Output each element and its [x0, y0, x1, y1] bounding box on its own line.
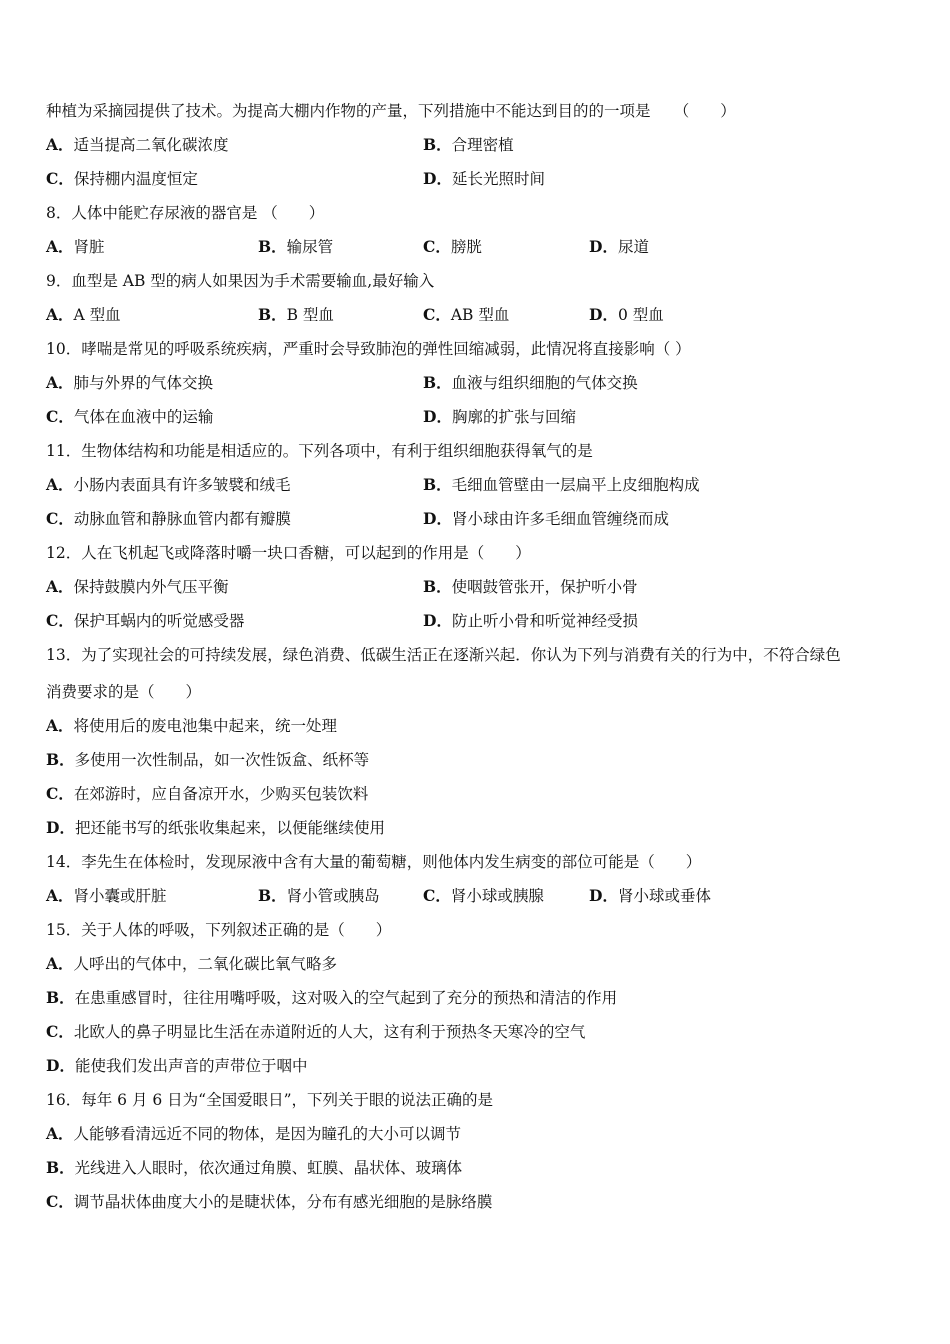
option-label: A． — [46, 1124, 74, 1143]
q7-options-row2 — [46, 169, 926, 189]
option-text: 保持棚内温度恒定 — [73, 170, 198, 188]
option-text: 肺与外界的气体交换 — [73, 374, 214, 392]
option-label: A． — [46, 954, 74, 973]
q8-option-c[interactable] — [423, 237, 482, 257]
option-label: B． — [423, 135, 452, 154]
q15-option-b[interactable] — [46, 988, 926, 1008]
option-label: D． — [423, 169, 452, 188]
q9-stem: 9．血型是 AB 型的病人如果因为手术需要输血,最好输入 — [46, 272, 435, 290]
option-label: A． — [46, 373, 74, 392]
option-text: 防止听小骨和听觉神经受损 — [451, 612, 638, 630]
option-text: 血液与组织细胞的气体交换 — [451, 374, 638, 392]
q13-option-a[interactable] — [46, 716, 926, 736]
q12-options-row1 — [46, 577, 926, 597]
q16-option-b[interactable] — [46, 1158, 926, 1178]
option-label: B． — [258, 886, 287, 905]
option-text: AB 型血 — [450, 306, 510, 324]
option-text: 使咽鼓管张开，保护听小骨 — [451, 578, 638, 596]
option-label: A． — [46, 716, 74, 735]
q12-options-row2 — [46, 611, 926, 631]
option-label: C． — [46, 1022, 74, 1041]
q14-options-row — [46, 886, 926, 906]
option-text: 人能够看清远近不同的物体，是因为瞳孔的大小可以调节 — [73, 1125, 462, 1143]
option-text: 保持鼓膜内外气压平衡 — [73, 578, 229, 596]
option-label: B． — [423, 373, 452, 392]
q7-option-c[interactable] — [46, 170, 198, 188]
q10-stem: 10．哮喘是常见的呼吸系统疾病，严重时会导致肺泡的弹性回缩减弱，此情况将直接影响（ ） — [46, 340, 691, 358]
option-label: D． — [589, 305, 618, 324]
option-label: B． — [258, 237, 287, 256]
q14-option-b[interactable] — [258, 886, 380, 906]
q12-option-a[interactable] — [46, 578, 229, 596]
q8-stem: 8．人体中能贮存尿液的器官是 （ ） — [46, 204, 325, 222]
option-label: A． — [46, 475, 74, 494]
q12-stem: 12．人在飞机起飞或降落时嚼一块口香糖，可以起到的作用是（ ） — [46, 544, 531, 562]
q11-stem: 11．生物体结构和功能是相适应的。下列各项中，有利于组织细胞获得氧气的是 — [46, 442, 593, 460]
q10-option-b[interactable] — [423, 373, 638, 393]
option-label: D． — [423, 509, 452, 528]
option-text: 肾小管或胰岛 — [286, 887, 380, 905]
q16-option-a[interactable] — [46, 1124, 926, 1144]
q7-option-a[interactable] — [46, 136, 229, 154]
option-text: 光线进入人眼时，依次通过角膜、虹膜、晶状体、玻璃体 — [74, 1159, 463, 1177]
option-label: A． — [46, 305, 74, 324]
q13-stem-line1: 13．为了实现社会的可持续发展，绿色消费、低碳生活正在逐渐兴起．你认为下列与消费有关的行为中，不符合绿色 — [46, 646, 841, 664]
q8-options-row — [46, 237, 926, 257]
option-label: D． — [589, 886, 618, 905]
q16-option-c[interactable] — [46, 1192, 926, 1212]
q11-options-row1 — [46, 475, 926, 495]
option-text: 调节晶状体曲度大小的是睫状体，分布有感光细胞的是脉络膜 — [73, 1193, 493, 1211]
option-text: 多使用一次性制品，如一次性饭盒、纸杯等 — [74, 751, 370, 769]
option-text: 能使我们发出声音的声带位于咽中 — [74, 1057, 308, 1075]
q13-stem-line2: 消费要求的是（ ） — [46, 683, 202, 701]
option-text: 将使用后的废电池集中起来，统一处理 — [73, 717, 338, 735]
option-text: 胸廓的扩张与回缩 — [451, 408, 576, 426]
option-text: A 型血 — [73, 306, 121, 324]
option-text: 北欧人的鼻子明显比生活在赤道附近的人大，这有利于预热冬天寒冷的空气 — [73, 1023, 586, 1041]
option-text: 合理密植 — [451, 136, 514, 154]
q9-option-c[interactable] — [423, 305, 509, 325]
option-text: 延长光照时间 — [451, 170, 545, 188]
q15-option-a[interactable] — [46, 954, 926, 974]
option-text: 在郊游时，应自备凉开水，少购买包装饮料 — [73, 785, 369, 803]
option-label: B． — [46, 1158, 75, 1177]
q10-options-row1 — [46, 373, 926, 393]
option-text: 膀胱 — [450, 238, 482, 256]
option-text: 保护耳蜗内的听觉感受器 — [73, 612, 245, 630]
option-label: D． — [423, 407, 452, 426]
option-text: 毛细血管壁由一层扁平上皮细胞构成 — [451, 476, 700, 494]
q7-option-d[interactable] — [423, 169, 545, 189]
q8-option-a[interactable] — [46, 238, 105, 256]
option-label: A． — [46, 886, 74, 905]
q14-stem: 14．李先生在体检时，发现尿液中含有大量的葡萄糖，则他体内发生病变的部位可能是（ ） — [46, 853, 702, 871]
option-label: C． — [423, 237, 451, 256]
option-text: 肾小球或垂体 — [617, 887, 711, 905]
option-text: 0 型血 — [617, 306, 664, 324]
q9-options-row — [46, 305, 926, 325]
option-label: B． — [258, 305, 287, 324]
q15-option-d[interactable] — [46, 1056, 926, 1076]
option-label: A． — [46, 237, 74, 256]
q12-option-b[interactable] — [423, 577, 638, 597]
q11-option-d[interactable] — [423, 509, 669, 529]
option-label: B． — [46, 988, 75, 1007]
option-text: 气体在血液中的运输 — [73, 408, 214, 426]
q13-option-d[interactable] — [46, 818, 926, 838]
q9-option-b[interactable] — [258, 305, 334, 325]
option-text: 动脉血管和静脉血管内都有瓣膜 — [73, 510, 291, 528]
q11-options-row2 — [46, 509, 926, 529]
option-label: C． — [46, 611, 74, 630]
option-label: A． — [46, 135, 74, 154]
option-label: C． — [423, 305, 451, 324]
q12-option-d[interactable] — [423, 611, 638, 631]
option-text: 尿道 — [617, 238, 649, 256]
q11-option-b[interactable] — [423, 475, 700, 495]
q7-options-row1 — [46, 135, 926, 155]
option-label: C． — [46, 407, 74, 426]
q9-option-d[interactable] — [589, 305, 664, 325]
option-label: C． — [46, 169, 74, 188]
option-label: C． — [46, 1192, 74, 1211]
q15-option-c[interactable] — [46, 1022, 926, 1042]
option-label: D． — [423, 611, 452, 630]
option-label: D． — [46, 1056, 75, 1075]
option-label: B． — [46, 750, 75, 769]
q10-options-row2 — [46, 407, 926, 427]
option-text: 人呼出的气体中，二氧化碳比氧气略多 — [73, 955, 338, 973]
q8-option-b[interactable] — [258, 237, 333, 257]
q13-option-c[interactable] — [46, 784, 926, 804]
option-text: 小肠内表面具有许多皱襞和绒毛 — [73, 476, 291, 494]
option-label: C． — [46, 784, 74, 803]
q10-option-a[interactable] — [46, 374, 213, 392]
option-text: 适当提高二氧化碳浓度 — [73, 136, 229, 154]
option-text: 肾小囊或肝脏 — [73, 887, 167, 905]
option-text: 肾小球由许多毛细血管缠绕而成 — [451, 510, 669, 528]
q14-option-a[interactable] — [46, 887, 167, 905]
q14-option-c[interactable] — [423, 886, 544, 906]
option-text: 输尿管 — [286, 238, 334, 256]
option-label: C． — [423, 886, 451, 905]
q7-stem: 种植为采摘园提供了技术。为提高大棚内作物的产量，下列措施中不能达到目的的一项是 （ ） — [46, 102, 736, 120]
option-text: 肾脏 — [73, 238, 105, 256]
q7-option-b[interactable] — [423, 135, 514, 155]
option-label: B． — [423, 577, 452, 596]
option-text: 在患重感冒时，往往用嘴呼吸，这对吸入的空气起到了充分的预热和清洁的作用 — [74, 989, 618, 1007]
q11-option-a[interactable] — [46, 476, 291, 494]
option-label: A． — [46, 577, 74, 596]
q8-option-d[interactable] — [589, 237, 649, 257]
option-label: C． — [46, 509, 74, 528]
q10-option-c[interactable] — [46, 408, 213, 426]
q13-option-b[interactable] — [46, 750, 926, 770]
option-text: B 型血 — [286, 306, 334, 324]
q12-option-c[interactable] — [46, 612, 244, 630]
q10-option-d[interactable] — [423, 407, 576, 427]
option-text: 把还能书写的纸张收集起来，以便能继续使用 — [74, 819, 385, 837]
option-label: D． — [589, 237, 618, 256]
q11-option-c[interactable] — [46, 510, 291, 528]
q9-option-a[interactable] — [46, 306, 121, 324]
option-text: 肾小球或胰腺 — [450, 887, 544, 905]
option-label: D． — [46, 818, 75, 837]
option-label: B． — [423, 475, 452, 494]
q14-option-d[interactable] — [589, 886, 711, 906]
q15-stem: 15．关于人体的呼吸，下列叙述正确的是（ ） — [46, 921, 392, 939]
q16-stem: 16．每年 6 月 6 日为“全国爱眼日”，下列关于眼的说法正确的是 — [46, 1091, 494, 1109]
